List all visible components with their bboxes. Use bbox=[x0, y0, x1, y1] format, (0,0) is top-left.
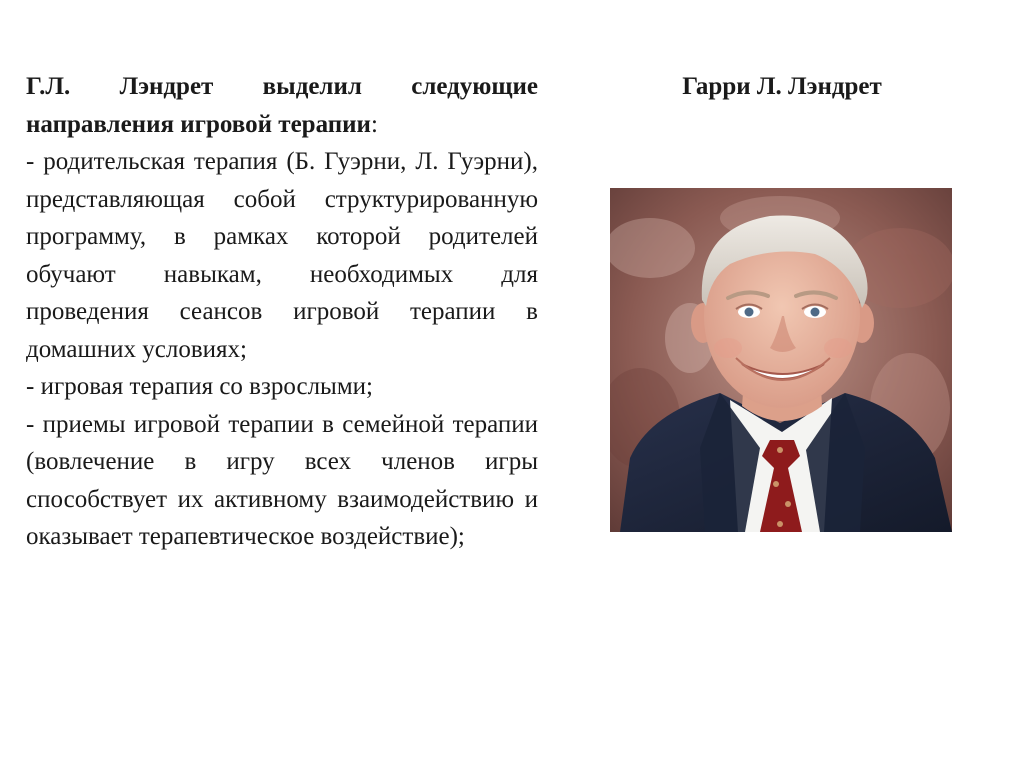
intro-paragraph bbox=[26, 68, 538, 143]
left-text-column bbox=[26, 68, 538, 556]
list-item-adult-therapy: - игровая терапия со взрослыми; bbox=[26, 373, 373, 400]
intro-heading: Г.Л. Лэндрет выделил следующие направления игровой терапии bbox=[26, 73, 538, 138]
portrait-photo bbox=[610, 188, 952, 532]
list-item-parent-therapy: - родительская терапия (Б. Гуэрни, Л. Гуэрни), представляющая собой структурированную программу, в рамках которой родителей обучают навыкам, необходимых для проведения сеансов игровой терапии в домашних условиях; bbox=[26, 148, 538, 363]
portrait-caption: Гарри Л. Лэндрет bbox=[682, 73, 882, 100]
portrait-illustration bbox=[610, 188, 952, 532]
list-item-family-therapy: - приемы игровой терапии в семейной терапии (вовлечение в игру всех членов игры способствует их активному взаимодействию и оказывает терапевтическое воздействие); bbox=[26, 410, 538, 550]
intro-colon: : bbox=[370, 110, 378, 138]
